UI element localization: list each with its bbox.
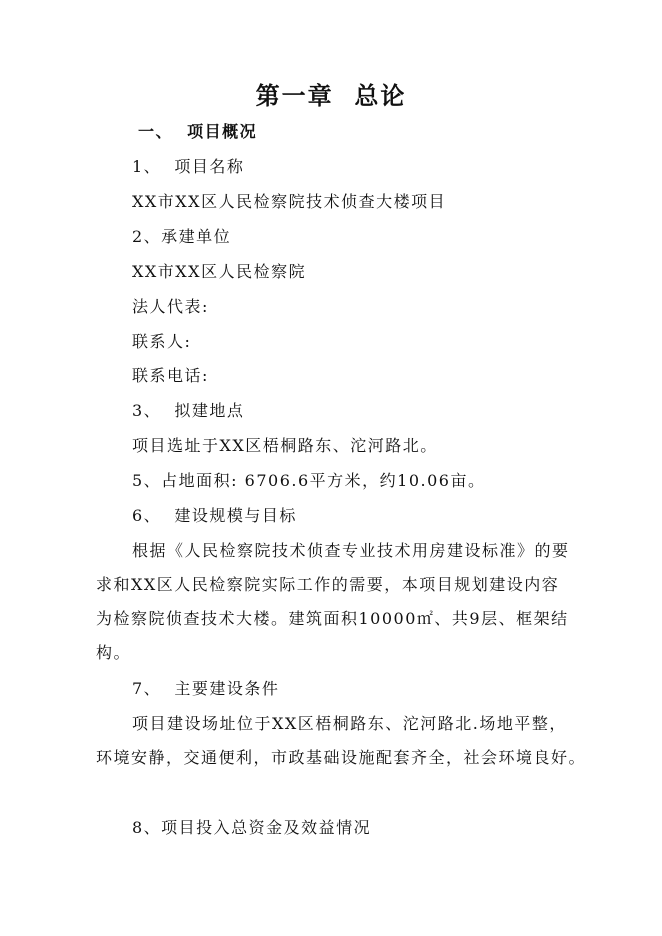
conditions-paragraph-line: 环境安静，交通便利，市政基础设施配套齐全，社会环境良好。 (96, 748, 587, 767)
scale-paragraph-line: 求和XX区人民检察院实际工作的需要，本项目规划建设内容 (96, 575, 560, 594)
conditions-paragraph-line: 项目建设场址位于XX区梧桐路东、沱河路北.场地平整， (132, 714, 567, 733)
land-area: 5、占地面积: 6706.6平方米，约10.06亩。 (132, 471, 486, 490)
project-name: XX市XX区人民检察院技术侦查大楼项目 (132, 192, 447, 211)
item3-heading: 3、 拟建地点 (132, 401, 245, 420)
item1-heading: 1、 项目名称 (132, 157, 245, 176)
section-heading-overview: 一、 项目概况 (138, 122, 258, 141)
item2-heading: 2、承建单位 (132, 227, 232, 246)
contact-phone-label: 联系电话: (132, 366, 209, 385)
scale-paragraph-line: 根据《人民检察院技术侦查专业技术用房建设标准》的要 (132, 541, 570, 560)
contact-person-label: 联系人: (132, 332, 192, 351)
construction-unit: XX市XX区人民检察院 (132, 262, 307, 281)
item7-heading: 7、 主要建设条件 (132, 679, 280, 698)
site-location: 项目选址于XX区梧桐路东、沱河路北。 (132, 436, 438, 455)
item6-heading: 6、 建设规模与目标 (132, 506, 297, 525)
legal-representative-label: 法人代表: (132, 297, 209, 316)
scale-paragraph-line: 构。 (96, 643, 132, 662)
item8-heading: 8、项目投入总资金及效益情况 (132, 818, 372, 837)
chapter-title: 第一章 总论 (255, 81, 407, 110)
scale-paragraph-line: 为检察院侦查技术大楼。建筑面积10000㎡、共9层、框架结 (96, 609, 569, 628)
